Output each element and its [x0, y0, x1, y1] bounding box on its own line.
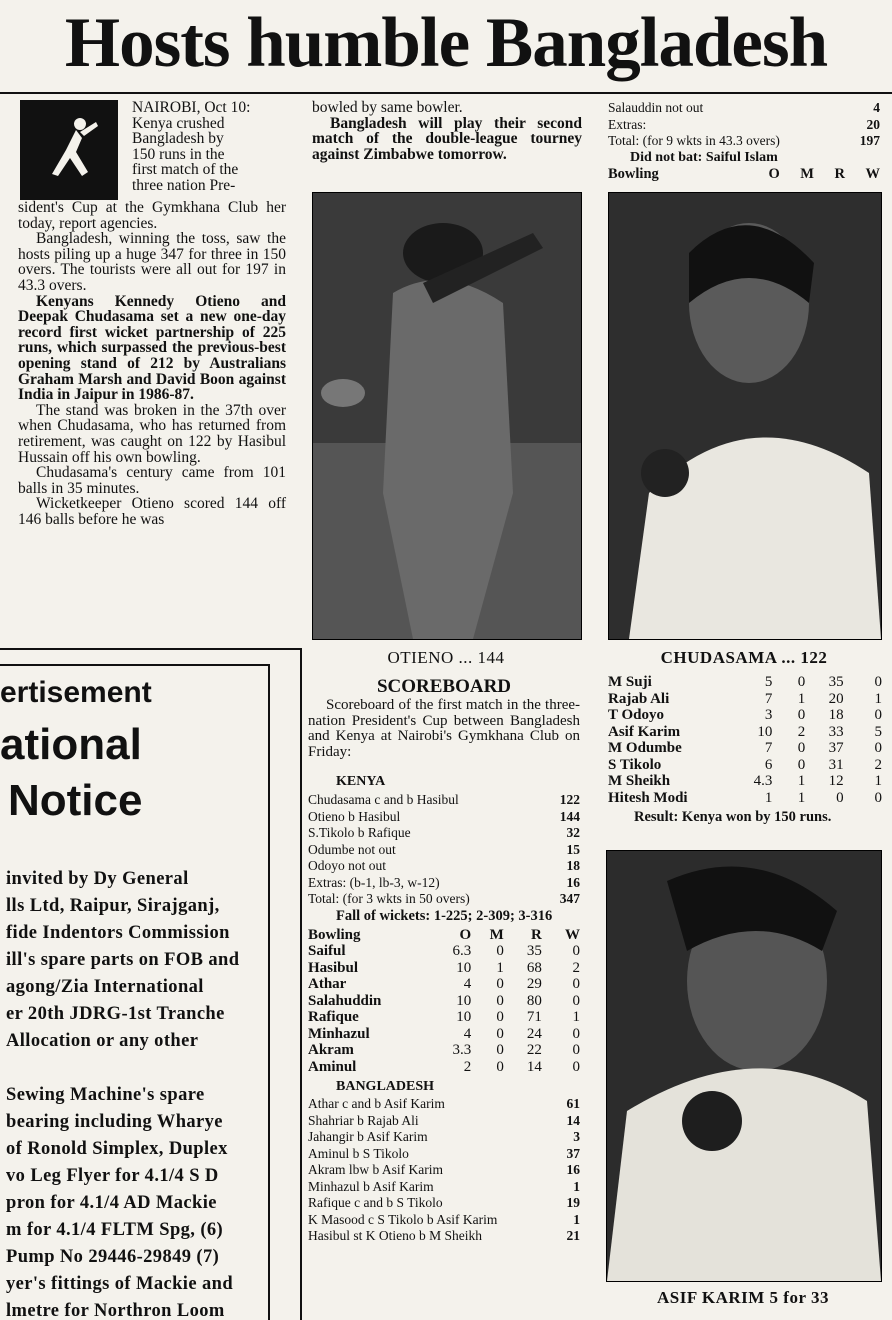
article-paragraph: bowled by same bowler. — [312, 99, 463, 116]
bowling-figure: 35 — [526, 943, 542, 959]
bowling-figure: 0 — [797, 707, 806, 723]
article-paragraph-bold: Kenyans Kennedy Otieno and Deepak Chudasama set a new one-day record first wicket partnership of 225 runs, which surpassed the previous-best opening stand of 212 by Australians Graham Marsh and David Boon against India in Jaipur in 1986-87. — [18, 292, 286, 404]
ad-line: invited by Dy General — [6, 869, 189, 889]
bowling-figure: 71 — [526, 1009, 542, 1025]
batsman-dismissal: Jahangir b Asif Karim — [308, 1129, 428, 1144]
bowling-figure: 0 — [496, 1009, 504, 1025]
bowling-figure: 0 — [496, 976, 504, 992]
runs: 32 — [566, 825, 580, 840]
batsman-dismissal: Otieno b Hasibul — [308, 808, 401, 824]
bowling-figure: 4 — [463, 1025, 472, 1042]
bowler-name: Rajab Ali — [608, 690, 670, 707]
ad-line: Pump No 29446-29849 (7) — [6, 1247, 220, 1267]
batsman-dismissal: Minhazul b Asif Karim — [308, 1178, 434, 1194]
scoreboard-intro: Scoreboard of the first match in the three-nation President's Cup between Bangladesh and Kenya at Nairobi's Gymkhana Club on Friday: — [308, 697, 580, 760]
asif-karim-caption: ASIF KARIM 5 for 33 — [657, 1288, 829, 1307]
bowling-figure: 0 — [797, 740, 806, 756]
article-text: first match of the — [132, 161, 239, 179]
score-line — [308, 1146, 580, 1163]
bowler-name: Akram — [308, 1042, 354, 1058]
bowling-figure: 2 — [797, 723, 806, 740]
bowler-name: Hitesh Modi — [608, 789, 688, 806]
score-line — [308, 1129, 580, 1146]
bangladesh-innings-end — [608, 100, 880, 182]
ad-line: of Ronold Simplex, Duplex — [6, 1139, 228, 1159]
bowling-figure: 14 — [526, 1058, 542, 1075]
article-paragraph: Bangladesh, winning the toss, saw the hosts piling up a huge 347 for three in 150 overs. The tourists were all out for 197 in 43.3 overs. — [18, 230, 286, 294]
article-text: Bangladesh by — [132, 130, 224, 148]
bowling-figure: 22 — [526, 1042, 542, 1058]
bowling-row — [608, 790, 882, 807]
bowling-figure: 1 — [797, 690, 806, 707]
bowling-row — [608, 707, 882, 724]
bowling-row — [608, 691, 882, 708]
bowling-figure: 31 — [828, 756, 844, 773]
batsman-dismissal: Shahriar b Rajab Ali — [308, 1112, 419, 1128]
otieno-caption: OTIENO ... 144 — [387, 648, 505, 667]
score-line: Total: (for 9 wkts in 43.3 overs) 197 — [608, 133, 880, 148]
bowling-header-cell: R — [531, 926, 542, 943]
bowling-header-cell: W — [565, 926, 580, 943]
score-line — [308, 1113, 580, 1130]
bowling-figure: 33 — [828, 723, 844, 740]
chudasama-caption: CHUDASAMA ... 122 — [660, 648, 828, 667]
match-result: Result: Kenya won by 150 runs. — [634, 809, 832, 825]
headline: Hosts humble Bangladesh — [0, 0, 892, 94]
ad-line: m for 4.1/4 FLTM Spg, (6) — [6, 1220, 224, 1240]
bowling-figure: 6 — [764, 756, 773, 773]
bowling-figure: 80 — [526, 992, 542, 1009]
bowling-figure: 2 — [463, 1058, 472, 1075]
bowling-row — [608, 757, 882, 774]
bowling-figure: 12 — [828, 773, 844, 789]
bowler-name: Salahuddin — [308, 992, 382, 1009]
bowling-figure: 0 — [797, 674, 806, 690]
bowler-name: M Sheikh — [608, 773, 671, 789]
cricketer-icon — [22, 102, 116, 198]
bowling-figure: 0 — [874, 674, 882, 690]
bowling-figure: 0 — [874, 789, 882, 806]
bowler-name: Asif Karim — [608, 723, 681, 740]
fall-of-wickets: Fall of wickets: 1-225; 2-309; 3-316 — [336, 907, 553, 924]
bowling-header-cell: M — [489, 926, 504, 943]
article-text: Kenya crushed — [132, 114, 225, 132]
bowling-row — [308, 943, 580, 960]
bangladesh-bowling-table — [308, 927, 580, 1076]
score-line — [308, 1096, 580, 1113]
ad-body — [6, 866, 266, 1320]
ad-line: bearing including Wharye — [6, 1112, 223, 1132]
ad-line: fide Indentors Commission — [6, 923, 230, 943]
kenya-label: KENYA — [336, 774, 386, 789]
score-line — [308, 891, 580, 908]
ad-line: Allocation or any other — [6, 1031, 199, 1051]
bowling-row — [308, 993, 580, 1010]
bowling-row — [308, 1026, 580, 1043]
bowling-figure: 0 — [572, 1058, 580, 1075]
kenya-bowling-header: Bowling O M R W — [608, 165, 880, 182]
bowling-row — [308, 1059, 580, 1076]
bowling-figure: 4.3 — [753, 773, 773, 789]
article-paragraph-bold: Bangladesh will play their second match of the double-league tourney against Zimbabwe tomorrow. — [312, 114, 582, 163]
bowling-figure: 29 — [526, 976, 542, 992]
article-paragraph: The stand was broken in the 37th over when Chudasama, who has returned from retirement, was caught on 122 by Hasibul Hussain off his own bowling. — [18, 401, 286, 466]
bowler-name: Saiful — [308, 943, 346, 959]
bowling-figure: 3 — [764, 707, 773, 723]
runs: 19 — [566, 1195, 580, 1210]
asif-karim-photo — [606, 850, 882, 1282]
batsman-dismissal: Odoyo not out — [308, 858, 387, 873]
bowling-row — [608, 773, 882, 790]
ad-heading-3: Notice — [8, 776, 143, 825]
bowling-figure: 3.3 — [452, 1042, 472, 1058]
bowling-figure: 1 — [797, 789, 806, 806]
bowling-row — [308, 960, 580, 977]
bowling-figure: 10 — [456, 1009, 472, 1025]
chudasama-photo — [608, 192, 882, 640]
bowling-figure: 7 — [764, 690, 773, 707]
bowler-name: S Tikolo — [608, 756, 662, 773]
ad-line: er 20th JDRG-1st Tranche — [6, 1004, 225, 1024]
score-line — [308, 875, 580, 892]
ad-line: Sewing Machine's spare — [6, 1085, 205, 1105]
ad-line: yer's fittings of Mackie and — [6, 1274, 234, 1294]
ad-line: lls Ltd, Raipur, Sirajganj, — [6, 896, 220, 916]
bowling-row — [308, 1042, 580, 1059]
runs: 14 — [566, 1112, 580, 1128]
score-line — [308, 809, 580, 826]
bowling-row — [608, 724, 882, 741]
bowling-figure: 1 — [874, 690, 882, 707]
batsman-dismissal: Total: (for 3 wkts in 50 overs) — [308, 891, 470, 906]
article-paragraph: Chudasama's century came from 101 balls in 35 minutes. — [18, 464, 286, 497]
score-line — [308, 858, 580, 875]
bowling-figure: 0 — [496, 1058, 504, 1075]
ad-line: pron for 4.1/4 AD Mackie — [6, 1193, 217, 1213]
bowling-header-cell: O — [459, 926, 472, 943]
bowling-figure: 0 — [572, 976, 580, 992]
bowling-figure: 10 — [456, 992, 472, 1009]
ad-heading-1: ertisement — [0, 676, 152, 709]
bowling-figure: 35 — [828, 674, 844, 690]
bowling-figure: 0 — [836, 789, 844, 806]
runs: 144 — [559, 808, 580, 824]
kenya-bowling-table — [608, 674, 882, 806]
score-line: Extras: 20 — [608, 116, 880, 132]
bowling-figure: 24 — [526, 1025, 542, 1042]
ad-line: vo Leg Flyer for 4.1/4 S D — [6, 1166, 219, 1186]
bowling-figure: 2 — [572, 959, 580, 976]
runs: 122 — [559, 792, 580, 807]
bowling-figure: 1 — [764, 789, 773, 806]
bowling-figure: 5 — [874, 723, 882, 740]
batsman-dismissal: Akram lbw b Asif Karim — [308, 1162, 443, 1177]
bowling-figure: 18 — [828, 707, 844, 723]
score-line — [308, 825, 580, 842]
bowling-figure: 68 — [526, 959, 542, 976]
bowler-name: Aminul — [308, 1058, 357, 1075]
bowling-figure: 37 — [828, 740, 844, 756]
bowling-figure: 2 — [874, 756, 882, 773]
bowler-name: T Odoyo — [608, 707, 664, 723]
bowling-figure: 0 — [496, 1042, 504, 1058]
bowling-figure: 0 — [496, 992, 504, 1009]
bowling-figure: 7 — [764, 740, 773, 756]
batsman-dismissal: S.Tikolo b Rafique — [308, 825, 411, 840]
runs: 347 — [559, 891, 580, 906]
bowling-figure: 0 — [572, 992, 580, 1009]
score-line — [308, 1195, 580, 1212]
runs: 16 — [566, 874, 580, 890]
bowling-figure: 10 — [757, 723, 773, 740]
bowler-name: Hasibul — [308, 959, 359, 976]
bowling-row — [308, 1009, 580, 1026]
ad-line: agong/Zia International — [6, 977, 204, 997]
score-line — [308, 1228, 580, 1245]
bangladesh-label: BANGLADESH — [336, 1079, 435, 1094]
dateline: NAIROBI, Oct 10: — [132, 99, 251, 116]
score-line: Salauddin not out 4 — [608, 100, 880, 115]
batsman-dismissal: Odumbe not out — [308, 841, 396, 857]
article-text: 150 runs in the — [132, 145, 225, 163]
bowler-name: Athar — [308, 976, 347, 992]
batsman-dismissal: Athar c and b Asif Karim — [308, 1096, 445, 1111]
bowling-figure: 0 — [572, 1025, 580, 1042]
runs: 3 — [573, 1129, 580, 1144]
batsman-dismissal: K Masood c S Tikolo b Asif Karim — [308, 1211, 498, 1227]
otieno-photo — [312, 192, 582, 640]
scoreboard-title: SCOREBOARD — [376, 676, 512, 697]
kenya-bowling — [608, 674, 882, 825]
bowling-figure: 10 — [456, 959, 472, 976]
bowler-name: Rafique — [308, 1009, 359, 1025]
runs: 1 — [573, 1211, 580, 1227]
batsman-dismissal: Aminul b S Tikolo — [308, 1145, 409, 1161]
bowling-header-row — [308, 927, 580, 944]
bowling-header-cell: Bowling — [308, 926, 361, 943]
did-not-bat: Did not bat: Saiful Islam — [630, 149, 778, 165]
article-column-2 — [312, 100, 582, 162]
article-paragraph: Wicketkeeper Otieno scored 144 off 146 balls before he was — [18, 495, 286, 528]
bowler-name: M Odumbe — [608, 740, 682, 756]
bowling-figure: 1 — [572, 1009, 580, 1025]
bowling-figure: 0 — [797, 756, 806, 773]
bowling-figure: 4 — [463, 976, 472, 992]
runs: 61 — [566, 1096, 580, 1111]
bowling-figure: 0 — [572, 1042, 580, 1058]
bowling-figure: 0 — [496, 1025, 504, 1042]
runs: 21 — [566, 1228, 580, 1243]
bowler-name: M Suji — [608, 674, 652, 690]
runs: 1 — [573, 1178, 580, 1194]
batsman-dismissal: Hasibul st K Otieno b M Sheikh — [308, 1228, 482, 1243]
batsman-dismissal: Rafique c and b S Tikolo — [308, 1195, 443, 1210]
bowling-row — [308, 976, 580, 993]
bowling-figure: 20 — [828, 690, 844, 707]
bowling-figure: 0 — [874, 707, 882, 723]
scoreboard — [308, 676, 580, 1245]
bowling-figure: 1 — [874, 773, 882, 789]
score-line — [308, 1162, 580, 1179]
advertisement-box — [0, 648, 302, 1320]
runs: 16 — [566, 1162, 580, 1177]
bowling-figure: 0 — [572, 943, 580, 959]
bowling-row — [608, 674, 882, 691]
ad-line: lmetre for Northron Loom — [6, 1301, 225, 1320]
article-text: three nation Pre- — [132, 176, 236, 194]
score-line — [308, 842, 580, 859]
bowling-figure: 1 — [797, 773, 806, 789]
runs: 15 — [566, 841, 580, 857]
ad-heading-2: ational — [0, 720, 142, 769]
bowling-figure: 6.3 — [452, 943, 472, 959]
bangladesh-batting — [308, 1096, 580, 1245]
bowling-figure: 0 — [874, 740, 882, 756]
runs: 37 — [566, 1145, 580, 1161]
article-column-1-body — [18, 200, 286, 527]
bowling-row — [608, 740, 882, 757]
ad-line: ill's spare parts on FOB and — [6, 950, 240, 970]
kenya-batting — [308, 792, 580, 908]
score-line — [308, 1179, 580, 1196]
bowler-name: Minhazul — [308, 1025, 370, 1042]
batsman-dismissal: Extras: (b-1, lb-3, w-12) — [308, 874, 440, 890]
ad-line — [6, 1055, 266, 1082]
score-line — [308, 792, 580, 809]
bowling-figure: 0 — [496, 943, 504, 959]
bowling-figure: 5 — [764, 674, 773, 690]
score-line — [308, 1212, 580, 1229]
batsman-dismissal: Chudasama c and b Hasibul — [308, 792, 459, 807]
article-column-1 — [132, 100, 286, 194]
cricket-logo — [20, 100, 118, 200]
bowling-figure: 1 — [496, 959, 504, 976]
article-paragraph: sident's Cup at the Gymkhana Club her today, report agencies. — [18, 199, 286, 232]
runs: 18 — [566, 858, 580, 873]
